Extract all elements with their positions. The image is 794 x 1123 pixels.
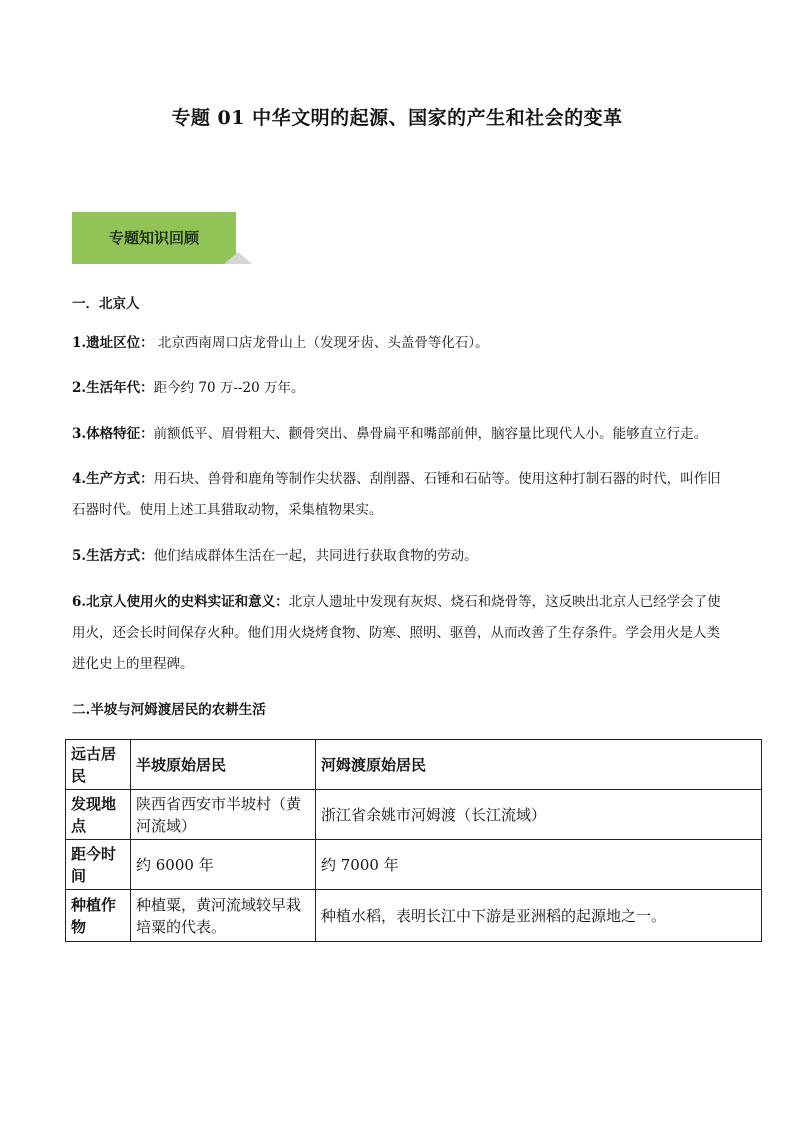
table-cell: 约 7000 年 [316, 840, 762, 890]
table-cell: 陕西省西安市半坡村（黄河流域） [131, 790, 316, 840]
item-4 [72, 464, 732, 526]
section2-heading: 二.半坡与河姆渡居民的农耕生活 [72, 702, 266, 718]
item-5 [72, 541, 732, 572]
item-6-label: 6.北京人使用火的史料实证和意义： [72, 594, 289, 610]
item-6-text: 北京人遗址中发现有灰烬、烧石和烧骨等，这反映出北京人已经学会了使用火，还会长时间保存火种。他们用火烧烤食物、防寒、照明、驱兽，从而改善了生存条件。学会用火是人类进化史上的里程碑。 [72, 594, 721, 672]
item-1-text: 北京西南周口店龙骨山上（发现牙齿、头盖骨等化石）。 [153, 335, 489, 351]
table-header-cell: 半坡原始居民 [131, 740, 316, 790]
table-row [66, 790, 762, 840]
item-1 [72, 328, 732, 359]
table-cell: 约 6000 年 [131, 840, 316, 890]
table-row-label: 种植作物 [66, 890, 131, 942]
table-cell: 种植水稻，表明长江中下游是亚洲稻的起源地之一。 [316, 890, 762, 942]
page-title: 专题 01 中华文明的起源、国家的产生和社会的变革 [171, 107, 623, 129]
item-2-text: 距今约 70 万--20 万年。 [153, 380, 305, 396]
table-row [66, 890, 762, 942]
item-6 [72, 587, 732, 680]
table-header-cell: 远古居民 [66, 740, 131, 790]
table-row [66, 840, 762, 890]
item-1-label: 1.遗址区位： [72, 335, 154, 351]
table-cell: 种植粟，黄河流域较早栽培粟的代表。 [131, 890, 316, 942]
item-5-text: 他们结成群体生活在一起，共同进行获取食物的劳动。 [153, 548, 478, 564]
section1-heading: 一．北京人 [72, 296, 140, 312]
table-cell: 浙江省余姚市河姆渡（长江流域） [316, 790, 762, 840]
item-2-label: 2.生活年代： [72, 380, 154, 396]
item-2 [72, 373, 732, 404]
item-4-label: 4.生产方式： [72, 471, 154, 487]
item-3 [72, 419, 732, 450]
item-4-text: 用石块、兽骨和鹿角等制作尖状器、刮削器、石锤和石砧等。使用这种打制石器的时代，叫作旧石器时代。使用上述工具猎取动物，采集植物果实。 [72, 471, 721, 518]
section-banner-label: 专题知识回顾 [108, 229, 199, 247]
table-header-cell: 河姆渡原始居民 [316, 740, 762, 790]
item-3-text: 前额低平、眉骨粗大、颧骨突出、鼻骨扁平和嘴部前伸，脑容量比现代人小。能够直立行走。 [153, 426, 708, 442]
item-5-label: 5.生活方式： [72, 548, 154, 564]
table-row-label: 发现地点 [66, 790, 131, 840]
comparison-table [65, 739, 762, 942]
item-3-label: 3.体格特征： [72, 426, 154, 442]
table-header-row [66, 740, 762, 790]
table-row-label: 距今时间 [66, 840, 131, 890]
